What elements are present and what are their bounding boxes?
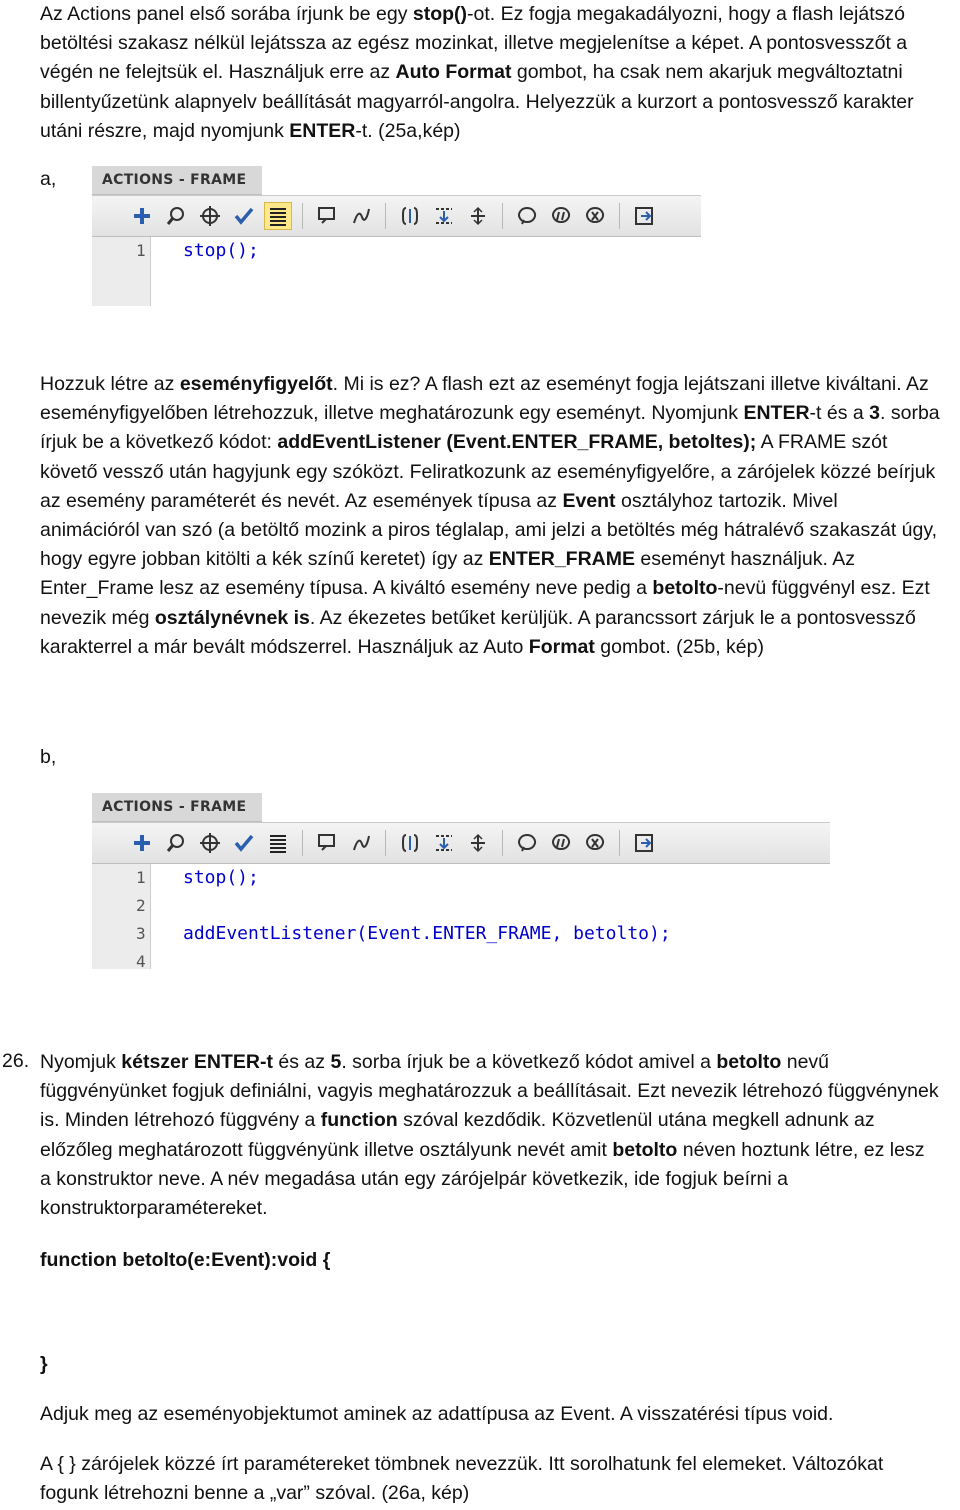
line-number: 4	[136, 952, 146, 969]
check-syntax-icon[interactable]	[230, 829, 258, 857]
code-snippet-closing-brace: }	[40, 1353, 48, 1375]
debug-options-icon[interactable]	[347, 829, 375, 857]
actions-panel-b	[92, 793, 830, 969]
show-hide-toolbox-icon[interactable]	[630, 829, 658, 857]
line-number: 1	[136, 241, 146, 260]
expand-all-icon[interactable]	[464, 829, 492, 857]
step-number: 26.	[2, 1050, 30, 1072]
panel-title: ACTIONS - FRAME	[92, 166, 262, 195]
line-number-gutter	[92, 237, 151, 306]
collapse-between-braces-icon[interactable]	[396, 202, 424, 230]
expand-all-icon[interactable]	[464, 202, 492, 230]
show-hide-toolbox-icon[interactable]	[630, 202, 658, 230]
auto-format-icon[interactable]	[264, 202, 292, 230]
add-statement-icon[interactable]	[128, 202, 156, 230]
actions-toolbar	[92, 195, 701, 237]
target-path-icon[interactable]	[196, 829, 224, 857]
code-lines[interactable]	[151, 864, 671, 969]
code-editor[interactable]	[92, 864, 830, 969]
target-path-icon[interactable]	[196, 202, 224, 230]
code-editor[interactable]	[92, 237, 701, 306]
add-statement-icon[interactable]	[128, 829, 156, 857]
paragraph-3: Nyomjuk kétszer ENTER-t és az 5. sorba írjuk be a következő kódot amivel a betolto nevű függvényünket fogjuk definiálni, vagyis meghatározzuk a beállításait. Ezt nevezik létrehozó függvénynek is. Minden létrehozó függvény a function szóval kezdődik. Közvetlenül utána megkell adnunk az előzőleg meghatározott függvényünk illetve osztályunk nevét amit betolto néven hoztunk létre, ez lesz a konstruktor neve. A név megadása után egy zárójelpár következik, ide fogjuk beírni a konstruktorparamétereket.	[40, 1051, 939, 1220]
code-line[interactable]	[183, 892, 671, 920]
toolbar-divider	[502, 203, 503, 229]
figure-label-a: a,	[40, 168, 57, 190]
toolbar-divider	[619, 203, 620, 229]
apply-block-comment-icon[interactable]	[513, 202, 541, 230]
paragraph-2: Hozzuk létre az eseményfigyelőt. Mi is ez? A flash ezt az eseményt fogja lejátszani illetve kiváltani. Az eseményfigyelőben létrehozzuk, illetve meghatározunk egy eseményt. Nyomjunk ENTER-t és a 3. sorba írjuk be a következő kódot: addEventListener (Event.ENTER_FRAME, betoltes); A FRAME szót követő vessző után hagyjunk egy szóközt. Feliratkozunk az eseményfigyelőre, a zárójelek közzé beírjuk az esemény paraméterét és nevét. Az események típusa az Event osztályhoz tartozik. Mivel animációról van szó (a betöltő mozink a piros téglalap, ami jelzi a betöltés még hátralévő szakaszát úgy, hogy egyre jobban kitölti a kék színű keretet) így az ENTER_FRAME eseményt használjuk. Az Enter_Frame lesz az esemény típusa. A kiváltó esemény neve pedig a betolto-nevü függvényl esz. Ezt nevezik még osztálynévnek is. Az ékezetes betűket kerüljük. A parancssort zárjuk le a pontosvessző karakterrel a már bevált módszerrel. Használjuk az Auto Format gombot. (25b, kép)	[40, 373, 940, 658]
line-number: 3	[136, 924, 146, 943]
remove-comment-icon[interactable]	[581, 829, 609, 857]
line-number: 2	[136, 896, 146, 915]
apply-line-comment-icon[interactable]	[547, 202, 575, 230]
code-lines[interactable]	[151, 237, 259, 306]
paragraph-4: Adjuk meg az eseményobjektumot aminek az adattípusa az Event. A visszatérési típus void.	[40, 1403, 834, 1425]
apply-line-comment-icon[interactable]	[547, 829, 575, 857]
toolbar-divider	[302, 830, 303, 856]
remove-comment-icon[interactable]	[581, 202, 609, 230]
find-icon[interactable]	[162, 202, 190, 230]
collapse-between-braces-icon[interactable]	[396, 829, 424, 857]
collapse-selection-icon[interactable]	[430, 829, 458, 857]
collapse-selection-icon[interactable]	[430, 202, 458, 230]
code-snippet-function: function betolto(e:Event):void {	[40, 1249, 331, 1271]
code-line[interactable]: addEventListener(Event.ENTER_FRAME, betolto);	[183, 923, 671, 944]
find-icon[interactable]	[162, 829, 190, 857]
panel-title: ACTIONS - FRAME	[92, 793, 262, 822]
line-number-gutter	[92, 864, 151, 969]
toolbar-divider	[502, 830, 503, 856]
auto-format-icon[interactable]	[264, 829, 292, 857]
code-hint-icon[interactable]	[313, 202, 341, 230]
figure-label-b: b,	[40, 746, 57, 768]
paragraph-1: Az Actions panel első sorába írjunk be egy stop()-ot. Ez fogja megakadályozni, hogy a flash lejátszó betöltési szakasz nélkül lejátssza az egész mozinkat, illetve megjelenítse a képet. A pontosvesszőt a végén ne felejtsük el. Használjuk erre az Auto Format gombot, ha csak nem akarjuk megváltoztatni billentyűzetünk alapnyelv beállítását magyarról-angolra. Helyezzük a kurzort a pontosvessző karakter utáni részre, majd nyomjunk ENTER-t. (25a,kép)	[40, 3, 914, 142]
code-line[interactable]: stop();	[183, 867, 259, 888]
line-number: 1	[136, 868, 146, 887]
toolbar-divider	[619, 830, 620, 856]
apply-block-comment-icon[interactable]	[513, 829, 541, 857]
actions-panel-a	[92, 166, 701, 306]
toolbar-divider	[302, 203, 303, 229]
check-syntax-icon[interactable]	[230, 202, 258, 230]
toolbar-divider	[385, 203, 386, 229]
code-line[interactable]	[183, 948, 671, 969]
toolbar-divider	[385, 830, 386, 856]
actions-toolbar	[92, 822, 830, 864]
code-hint-icon[interactable]	[313, 829, 341, 857]
debug-options-icon[interactable]	[347, 202, 375, 230]
code-line[interactable]: stop();	[183, 240, 259, 261]
paragraph-5: A { } zárójelek közzé írt paramétereket tömbnek nevezzük. Itt sorolhatunk fel elemeket. Változókat fogunk létrehozni benne a „var” szóval. (26a, kép)	[40, 1453, 884, 1505]
